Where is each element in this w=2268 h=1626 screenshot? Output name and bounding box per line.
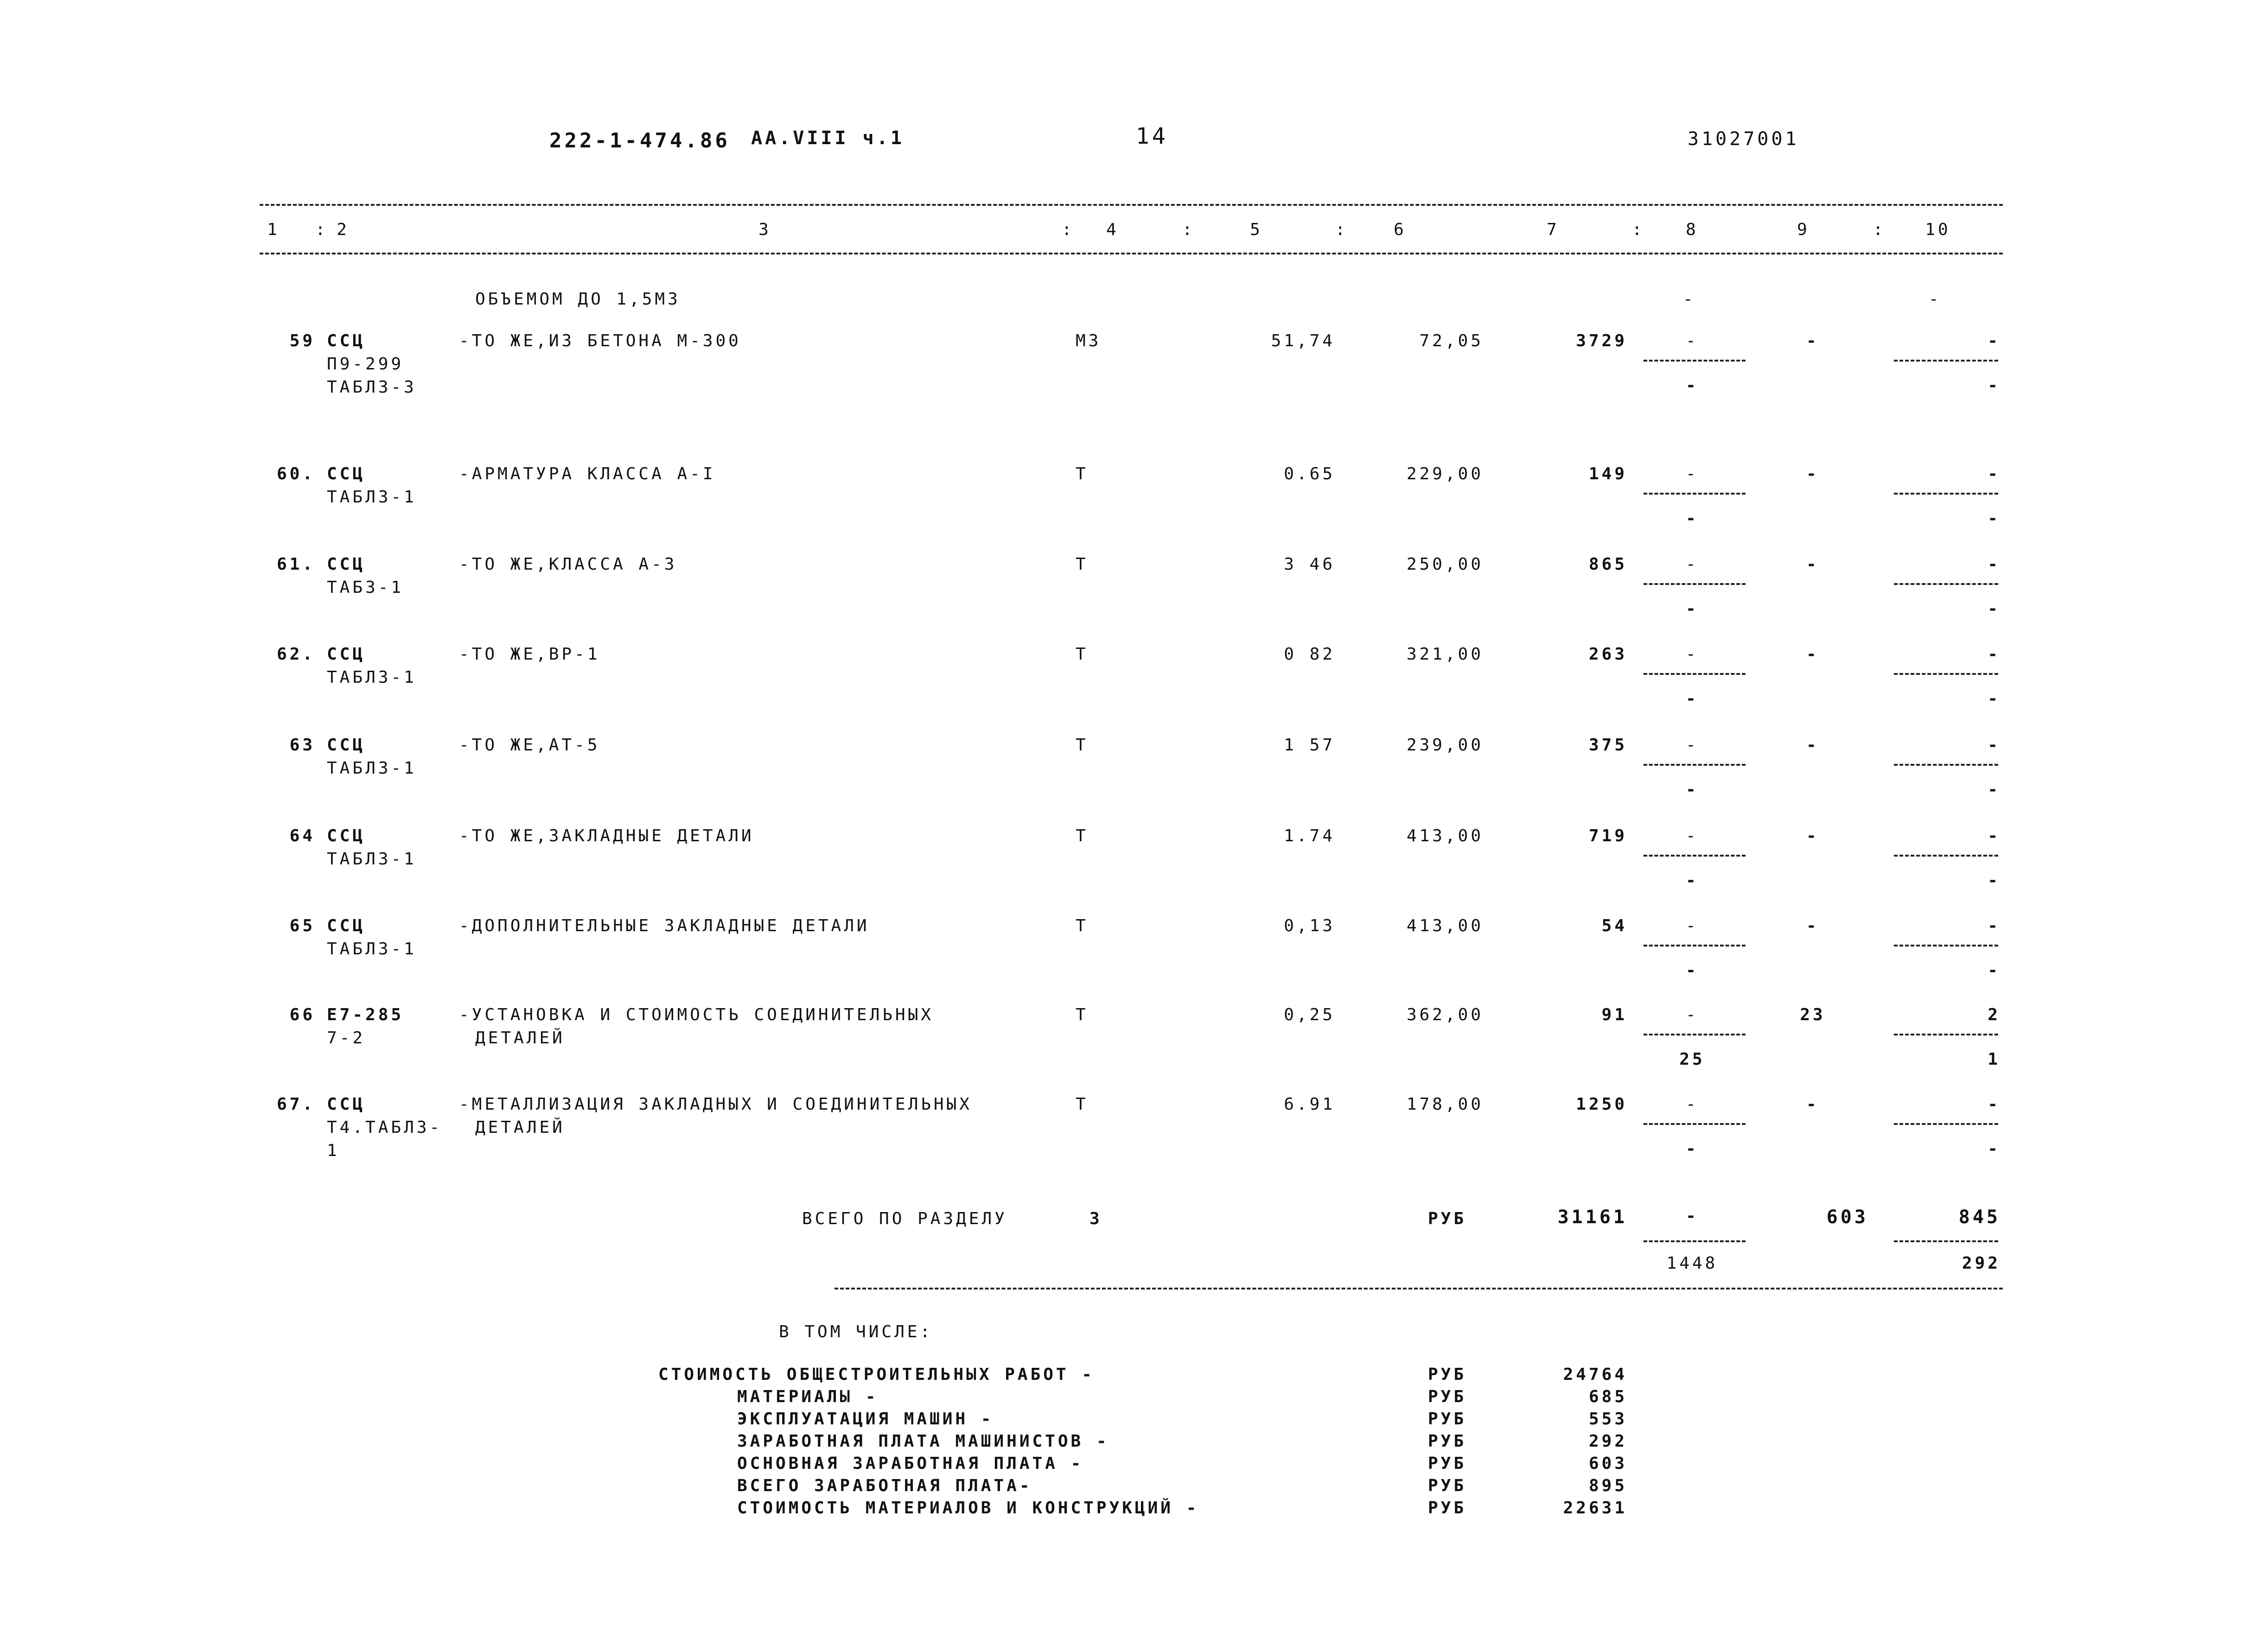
column-header: 9 xyxy=(1797,220,1810,239)
sheet-code: 31027001 xyxy=(1688,128,1799,150)
row-code: ТАБЛ3-3 xyxy=(327,378,417,397)
row-col8-bottom: - xyxy=(1686,689,1699,708)
row-description: -ТО ЖЕ,ЗАКЛАДНЫЕ ДЕТАЛИ xyxy=(459,826,754,845)
column-header: 5 xyxy=(1250,220,1263,239)
row-number: 61. xyxy=(276,555,315,574)
fraction-rule xyxy=(1644,855,1746,857)
summary-value: 24764 xyxy=(1563,1365,1627,1384)
summary-value: 685 xyxy=(1588,1387,1627,1406)
row-code: ССЦ xyxy=(327,826,366,845)
row-code: Е7-285 xyxy=(327,1005,404,1024)
row-total: 865 xyxy=(1588,555,1627,574)
row-col10-top: - xyxy=(1988,916,2000,935)
row-col8-bottom: - xyxy=(1686,1139,1699,1158)
row-col10-top: - xyxy=(1988,826,2000,845)
summary-label: ЭКСПЛУАТАЦИЯ МАШИН - xyxy=(737,1410,994,1429)
section-number: 3 xyxy=(1089,1209,1102,1228)
row-quantity: 1.74 xyxy=(1284,826,1335,845)
section-total-col9: 603 xyxy=(1826,1207,1868,1228)
row-col10-bottom: - xyxy=(1988,689,2000,708)
header-top-rule xyxy=(260,204,2003,206)
section-total-unit: РУБ xyxy=(1428,1209,1467,1228)
row-code: ССЦ xyxy=(327,645,366,664)
column-separator: : xyxy=(1335,220,1348,239)
section-total-rule xyxy=(835,1288,2003,1289)
column-header: 6 xyxy=(1394,220,1407,239)
row-col9: 23 xyxy=(1800,1005,1826,1024)
row-code: ТАБЛ3-1 xyxy=(327,668,417,687)
fraction-rule xyxy=(1894,360,1998,362)
fraction-rule xyxy=(1894,1034,1998,1035)
row-col9: - xyxy=(1806,916,1819,935)
row-number: 66 xyxy=(289,1005,315,1024)
row-total: 719 xyxy=(1588,826,1627,845)
row-col8-top: - xyxy=(1686,916,1699,935)
row-description: -ТО ЖЕ,АТ-5 xyxy=(459,736,600,755)
row-description: ДЕТАЛЕЙ xyxy=(475,1029,565,1048)
row-code: 7-2 xyxy=(327,1029,366,1048)
row-col9: - xyxy=(1806,1095,1819,1114)
column-separator: : xyxy=(1873,220,1886,239)
row-description: -ДОПОЛНИТЕЛЬНЫЕ ЗАКЛАДНЫЕ ДЕТАЛИ xyxy=(459,916,870,935)
row-unit: Т xyxy=(1076,1095,1089,1114)
row-col10-bottom: - xyxy=(1988,1139,2000,1158)
section-total-col8-top: - xyxy=(1686,1207,1699,1226)
cell-col8: - xyxy=(1683,290,1696,309)
summary-unit: РУБ xyxy=(1428,1387,1467,1406)
column-header: 7 xyxy=(1547,220,1560,239)
column-separator: : xyxy=(1062,220,1075,239)
row-quantity: 0,13 xyxy=(1284,916,1335,935)
summary-label: ЗАРАБОТНАЯ ПЛАТА МАШИНИСТОВ - xyxy=(737,1432,1109,1451)
row-quantity: 0,25 xyxy=(1284,1005,1335,1024)
row-col8-top: - xyxy=(1686,1005,1699,1024)
row-col8-bottom: - xyxy=(1686,376,1699,395)
summary-heading: В ТОМ ЧИСЛЕ: xyxy=(779,1322,933,1341)
row-number: 65 xyxy=(289,916,315,935)
row-unit: М3 xyxy=(1076,331,1102,350)
row-col10-bottom: - xyxy=(1988,376,2000,395)
row-number: 63 xyxy=(289,736,315,755)
row-unit-price: 229,00 xyxy=(1406,464,1484,483)
section-total-amount: 31161 xyxy=(1557,1207,1627,1228)
row-col8-top: - xyxy=(1686,464,1699,483)
row-col8-top: - xyxy=(1686,555,1699,574)
row-quantity: 0 82 xyxy=(1284,645,1335,664)
row-total: 54 xyxy=(1601,916,1627,935)
row-col8-bottom: - xyxy=(1686,509,1699,528)
section-total-col8-bottom: 1448 xyxy=(1666,1254,1718,1273)
summary-unit: РУБ xyxy=(1428,1365,1467,1384)
row-col10-top: - xyxy=(1988,331,2000,350)
row-description: -ТО ЖЕ,ИЗ БЕТОНА М-300 xyxy=(459,331,741,350)
fraction-rule xyxy=(1894,764,1998,766)
fraction-rule xyxy=(1644,1123,1746,1125)
row-col10-top: - xyxy=(1988,1095,2000,1114)
row-number: 59 xyxy=(289,331,315,350)
row-unit: Т xyxy=(1076,645,1089,664)
fraction-rule xyxy=(1644,1240,1746,1242)
column-header: 10 xyxy=(1925,220,1951,239)
row-description: ДЕТАЛЕЙ xyxy=(475,1118,565,1137)
row-col10-top: - xyxy=(1988,464,2000,483)
column-separator: : xyxy=(1182,220,1195,239)
row-total: 91 xyxy=(1601,1005,1627,1024)
row-col9: - xyxy=(1806,826,1819,845)
row-unit: Т xyxy=(1076,916,1089,935)
summary-label: СТОИМОСТЬ МАТЕРИАЛОВ И КОНСТРУКЦИЙ - xyxy=(737,1499,1199,1518)
row-number: 60. xyxy=(276,464,315,483)
row-col10-bottom: - xyxy=(1988,961,2000,980)
row-col9: - xyxy=(1806,555,1819,574)
row-unit: Т xyxy=(1076,555,1089,574)
fraction-rule xyxy=(1894,1123,1998,1125)
row-unit: Т xyxy=(1076,826,1089,845)
row-col8-bottom: 25 xyxy=(1679,1050,1705,1069)
row-description: -ТО ЖЕ,ВР-1 xyxy=(459,645,600,664)
row-col9: - xyxy=(1806,331,1819,350)
row-total: 375 xyxy=(1588,736,1627,755)
row-col10-top: - xyxy=(1988,645,2000,664)
fraction-rule xyxy=(1644,1034,1746,1035)
summary-unit: РУБ xyxy=(1428,1499,1467,1518)
row-col8-top: - xyxy=(1686,1095,1699,1114)
row-col9: - xyxy=(1806,464,1819,483)
row-col9: - xyxy=(1806,736,1819,755)
column-separator: : xyxy=(315,220,328,239)
summary-value: 22631 xyxy=(1563,1499,1627,1518)
row-code: ССЦ xyxy=(327,1095,366,1114)
summary-unit: РУБ xyxy=(1428,1454,1467,1473)
row-col8-bottom: - xyxy=(1686,871,1699,890)
row-unit-price: 413,00 xyxy=(1406,826,1484,845)
column-header: 3 xyxy=(758,220,771,239)
section-total-col10-top: 845 xyxy=(1958,1207,2000,1228)
summary-value: 603 xyxy=(1588,1454,1627,1473)
fraction-rule xyxy=(1894,855,1998,857)
row-col10-bottom: - xyxy=(1988,780,2000,799)
summary-value: 292 xyxy=(1588,1432,1627,1451)
album-code: АА.VIII ч.1 xyxy=(751,127,905,149)
row-code: ТАБЛ3-1 xyxy=(327,850,417,869)
row-number: 67. xyxy=(276,1095,315,1114)
fraction-rule xyxy=(1644,360,1746,362)
summary-value: 553 xyxy=(1588,1410,1627,1429)
section-total-col10-bottom: 292 xyxy=(1962,1254,2000,1273)
row-unit-price: 413,00 xyxy=(1406,916,1484,935)
fraction-rule xyxy=(1644,764,1746,766)
row-quantity: 3 46 xyxy=(1284,555,1335,574)
row-code: Т4.ТАБЛ3- xyxy=(327,1118,443,1137)
row-unit-price: 250,00 xyxy=(1406,555,1484,574)
fraction-rule xyxy=(1894,493,1998,495)
row-quantity: 1 57 xyxy=(1284,736,1335,755)
summary-unit: РУБ xyxy=(1428,1476,1467,1495)
fraction-rule xyxy=(1894,1240,1998,1242)
row-code: ТАБЛ3-1 xyxy=(327,940,417,959)
row-quantity: 6.91 xyxy=(1284,1095,1335,1114)
row-code: П9-299 xyxy=(327,355,404,374)
column-header: 8 xyxy=(1686,220,1699,239)
row-code: ССЦ xyxy=(327,736,366,755)
header-bottom-rule xyxy=(260,253,2003,254)
row-code: ТАБЛ3-1 xyxy=(327,488,417,507)
row-description: -АРМАТУРА КЛАССА А-I xyxy=(459,464,716,483)
cell-col10: - xyxy=(1929,290,1942,309)
pre-note: ОБЪЕМОМ ДО 1,5М3 xyxy=(475,290,681,309)
row-unit: Т xyxy=(1076,464,1089,483)
row-col8-bottom: - xyxy=(1686,599,1699,618)
row-unit-price: 362,00 xyxy=(1406,1005,1484,1024)
column-separator: : xyxy=(1632,220,1645,239)
row-col8-top: - xyxy=(1686,826,1699,845)
summary-label: СТОИМОСТЬ ОБЩЕСТРОИТЕЛЬНЫХ РАБОТ - xyxy=(658,1365,1095,1384)
row-description: -УСТАНОВКА И СТОИМОСТЬ СОЕДИНИТЕЛЬНЫХ xyxy=(459,1005,934,1024)
row-col8-top: - xyxy=(1686,736,1699,755)
summary-value: 895 xyxy=(1588,1476,1627,1495)
column-header: 2 xyxy=(337,220,350,239)
row-col8-bottom: - xyxy=(1686,961,1699,980)
row-col10-top: - xyxy=(1988,555,2000,574)
row-unit-price: 239,00 xyxy=(1406,736,1484,755)
fraction-rule xyxy=(1644,945,1746,946)
row-total: 3729 xyxy=(1576,331,1627,350)
row-code: ССЦ xyxy=(327,555,366,574)
fraction-rule xyxy=(1644,673,1746,675)
row-col10-top: 2 xyxy=(1988,1005,2000,1024)
fraction-rule xyxy=(1894,583,1998,585)
section-total-label: ВСЕГО ПО РАЗДЕЛУ xyxy=(802,1209,1007,1228)
row-description: -МЕТАЛЛИЗАЦИЯ ЗАКЛАДНЫХ И СОЕДИНИТЕЛЬНЫХ xyxy=(459,1095,972,1114)
document-code: 222-1-474.86 xyxy=(549,129,730,152)
row-code: ССЦ xyxy=(327,464,366,483)
summary-label: ВСЕГО ЗАРАБОТНАЯ ПЛАТА- xyxy=(737,1476,1032,1495)
fraction-rule xyxy=(1894,673,1998,675)
row-col10-bottom: - xyxy=(1988,599,2000,618)
row-code: 1 xyxy=(327,1141,340,1160)
row-col8-top: - xyxy=(1686,331,1699,350)
row-col8-bottom: - xyxy=(1686,780,1699,799)
fraction-rule xyxy=(1644,493,1746,495)
row-quantity: 51,74 xyxy=(1271,331,1335,350)
row-code: ССЦ xyxy=(327,331,366,350)
summary-label: МАТЕРИАЛЫ - xyxy=(737,1387,879,1406)
summary-unit: РУБ xyxy=(1428,1432,1467,1451)
row-total: 1250 xyxy=(1576,1095,1627,1114)
row-unit: Т xyxy=(1076,1005,1089,1024)
row-unit-price: 72,05 xyxy=(1419,331,1484,350)
row-code: ТАБЗ-1 xyxy=(327,578,404,597)
summary-label: ОСНОВНАЯ ЗАРАБОТНАЯ ПЛАТА - xyxy=(737,1454,1084,1473)
row-unit-price: 321,00 xyxy=(1406,645,1484,664)
row-code: ССЦ xyxy=(327,916,366,935)
row-description: -ТО ЖЕ,КЛАССА А-3 xyxy=(459,555,677,574)
page-number: 14 xyxy=(1136,123,1168,149)
row-number: 62. xyxy=(276,645,315,664)
row-total: 149 xyxy=(1588,464,1627,483)
summary-unit: РУБ xyxy=(1428,1410,1467,1429)
row-number: 64 xyxy=(289,826,315,845)
row-col10-top: - xyxy=(1988,736,2000,755)
row-col10-bottom: - xyxy=(1988,871,2000,890)
row-col10-bottom: - xyxy=(1988,509,2000,528)
row-col8-top: - xyxy=(1686,645,1699,664)
row-total: 263 xyxy=(1588,645,1627,664)
row-code: ТАБЛ3-1 xyxy=(327,759,417,778)
column-header: 1 xyxy=(267,220,280,239)
fraction-rule xyxy=(1894,945,1998,946)
fraction-rule xyxy=(1644,583,1746,585)
column-header: 4 xyxy=(1106,220,1119,239)
row-unit: Т xyxy=(1076,736,1089,755)
row-col9: - xyxy=(1806,645,1819,664)
row-unit-price: 178,00 xyxy=(1406,1095,1484,1114)
row-quantity: 0.65 xyxy=(1284,464,1335,483)
row-col10-bottom: 1 xyxy=(1988,1050,2000,1069)
